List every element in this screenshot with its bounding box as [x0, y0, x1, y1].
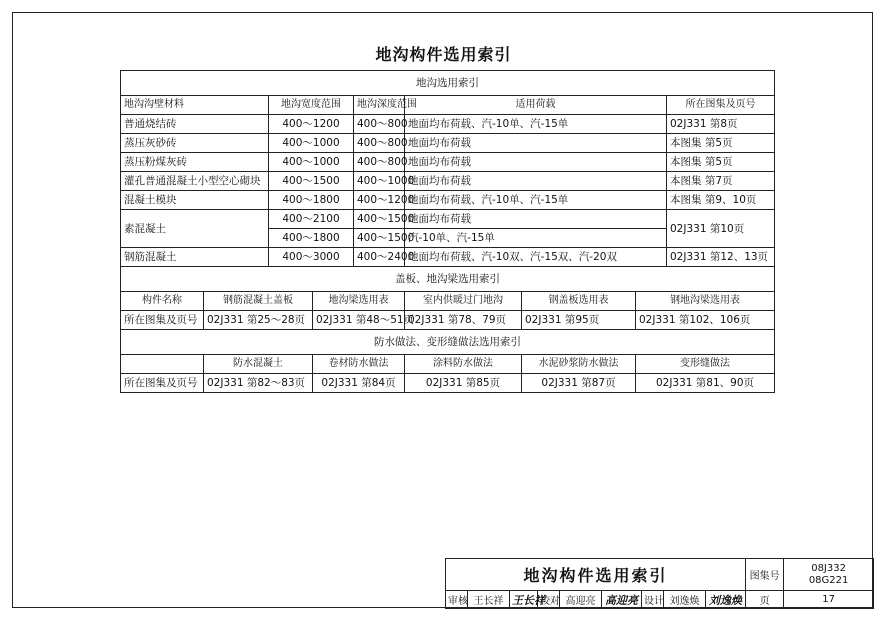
cell-load: 地面均布荷载、汽-10单、汽-15单 — [405, 191, 667, 210]
cell-load: 地面均布荷载 — [405, 172, 667, 191]
cell-width: 400～1200 — [269, 115, 354, 134]
table-row — [121, 172, 775, 191]
cover-header: 室内供暖过门地沟 — [405, 292, 522, 311]
cell-load: 地面均布荷载、汽-10双、汽-15双、汽-20双 — [405, 248, 667, 267]
cell-width: 400～1000 — [269, 134, 354, 153]
waterproof-header: 防水混凝土 — [204, 355, 313, 374]
header-material: 地沟沟壁材料 — [121, 96, 269, 115]
cover-cell: 02J331 第102、106页 — [636, 311, 775, 330]
page-title: 地沟构件选用索引 — [375, 45, 512, 64]
title-block — [445, 558, 874, 609]
design-label: 设计 — [642, 591, 664, 609]
waterproof-section-row — [121, 330, 775, 355]
cell-depth: 400～800 — [354, 115, 405, 134]
title-block-sign-row — [446, 591, 874, 609]
cell-ref: 本图集 第9、10页 — [667, 191, 775, 210]
table-row — [121, 134, 775, 153]
table-row — [121, 374, 775, 393]
cell-depth: 400～1200 — [354, 191, 405, 210]
waterproof-row-label: 所在图集及页号 — [121, 374, 204, 393]
reviewer-signature: 王长祥 — [510, 591, 538, 609]
cell-material: 蒸压灰砂砖 — [121, 134, 269, 153]
waterproof-cell: 02J331 第85页 — [405, 374, 522, 393]
header-ref: 所在图集及页号 — [667, 96, 775, 115]
page-number: 17 — [784, 591, 874, 609]
designer-signature: 刘逸焕 — [706, 591, 746, 609]
review-label: 审核 — [446, 591, 468, 609]
cover-header: 构件名称 — [121, 292, 204, 311]
table-row — [121, 191, 775, 210]
cover-section-row — [121, 267, 775, 292]
cell-ref: 02J331 第8页 — [667, 115, 775, 134]
cell-ref: 本图集 第7页 — [667, 172, 775, 191]
cell-depth: 400～1000 — [354, 172, 405, 191]
cell-load: 地面均布荷载 — [405, 210, 667, 229]
cover-section-title: 盖板、地沟梁选用索引 — [121, 267, 775, 292]
cell-ref: 02J331 第12、13页 — [667, 248, 775, 267]
checker-name: 高迎亮 — [560, 591, 602, 609]
cell-material: 蒸压粉煤灰砖 — [121, 153, 269, 172]
header-width: 地沟宽度范围 — [269, 96, 354, 115]
waterproof-header: 水泥砂浆防水做法 — [522, 355, 636, 374]
waterproof-header: 变形缝做法 — [636, 355, 775, 374]
waterproof-section-title: 防水做法、变形缝做法选用索引 — [121, 330, 775, 355]
table-row — [121, 115, 775, 134]
header-load: 适用荷载 — [405, 96, 667, 115]
checker-signature: 高迎亮 — [602, 591, 642, 609]
cell-width: 400～1800 — [269, 191, 354, 210]
cell-width: 400～1500 — [269, 172, 354, 191]
title-block-top-row — [446, 559, 874, 591]
cover-cell: 02J331 第25～28页 — [204, 311, 313, 330]
cover-header: 地沟梁选用表 — [313, 292, 405, 311]
atlas-number — [784, 559, 874, 591]
cell-width: 400～1000 — [269, 153, 354, 172]
cell-ref: 02J331 第10页 — [667, 210, 775, 248]
reviewer-name: 王长祥 — [468, 591, 510, 609]
cell-width: 400～2100 — [269, 210, 354, 229]
cover-row-label: 所在图集及页号 — [121, 311, 204, 330]
cell-depth: 400～2400 — [354, 248, 405, 267]
table-row — [121, 210, 775, 229]
atlas-label: 图集号 — [746, 559, 784, 591]
index-table — [120, 70, 775, 393]
trench-section-row — [121, 71, 775, 96]
cover-cell: 02J331 第95页 — [522, 311, 636, 330]
cell-ref: 本图集 第5页 — [667, 134, 775, 153]
designer-name: 刘逸焕 — [664, 591, 706, 609]
waterproof-header-blank — [121, 355, 204, 374]
trench-section-title: 地沟选用索引 — [121, 71, 775, 96]
waterproof-cell: 02J331 第84页 — [313, 374, 405, 393]
cell-material: 钢筋混凝土 — [121, 248, 269, 267]
atlas-number-2: 08G221 — [808, 574, 849, 586]
table-row — [121, 153, 775, 172]
cell-material: 素混凝土 — [121, 210, 269, 248]
waterproof-header: 卷材防水做法 — [313, 355, 405, 374]
cell-load: 汽-10单、汽-15单 — [405, 229, 667, 248]
cell-material: 灌孔普通混凝土小型空心砌块 — [121, 172, 269, 191]
cell-depth: 400～1500 — [354, 210, 405, 229]
cover-header: 钢筋混凝土盖板 — [204, 292, 313, 311]
waterproof-cell: 02J331 第81、90页 — [636, 374, 775, 393]
cover-cell: 02J331 第78、79页 — [405, 311, 522, 330]
atlas-number-1: 08J332 — [811, 562, 846, 574]
title-block-title: 地沟构件选用索引 — [446, 559, 746, 591]
cover-header: 钢盖板选用表 — [522, 292, 636, 311]
cell-depth: 400～800 — [354, 134, 405, 153]
trench-header-row — [121, 96, 775, 115]
waterproof-cell: 02J331 第82～83页 — [204, 374, 313, 393]
cell-width: 400～3000 — [269, 248, 354, 267]
waterproof-header-row — [121, 355, 775, 374]
check-label: 校对 — [538, 591, 560, 609]
cell-ref: 本图集 第5页 — [667, 153, 775, 172]
waterproof-header: 涂料防水做法 — [405, 355, 522, 374]
cell-material: 混凝土模块 — [121, 191, 269, 210]
cover-header: 钢地沟梁选用表 — [636, 292, 775, 311]
cell-load: 地面均布荷载 — [405, 153, 667, 172]
cover-cell: 02J331 第48～51页 — [313, 311, 405, 330]
cell-width: 400～1800 — [269, 229, 354, 248]
cell-load: 地面均布荷载 — [405, 134, 667, 153]
cell-depth: 400～1500 — [354, 229, 405, 248]
header-depth: 地沟深度范围 — [354, 96, 405, 115]
table-row — [121, 311, 775, 330]
cover-header-row — [121, 292, 775, 311]
page-label: 页 — [746, 591, 784, 609]
cell-load: 地面均布荷载、汽-10单、汽-15单 — [405, 115, 667, 134]
cell-depth: 400～800 — [354, 153, 405, 172]
waterproof-cell: 02J331 第87页 — [522, 374, 636, 393]
table-row — [121, 248, 775, 267]
cell-material: 普通烧结砖 — [121, 115, 269, 134]
